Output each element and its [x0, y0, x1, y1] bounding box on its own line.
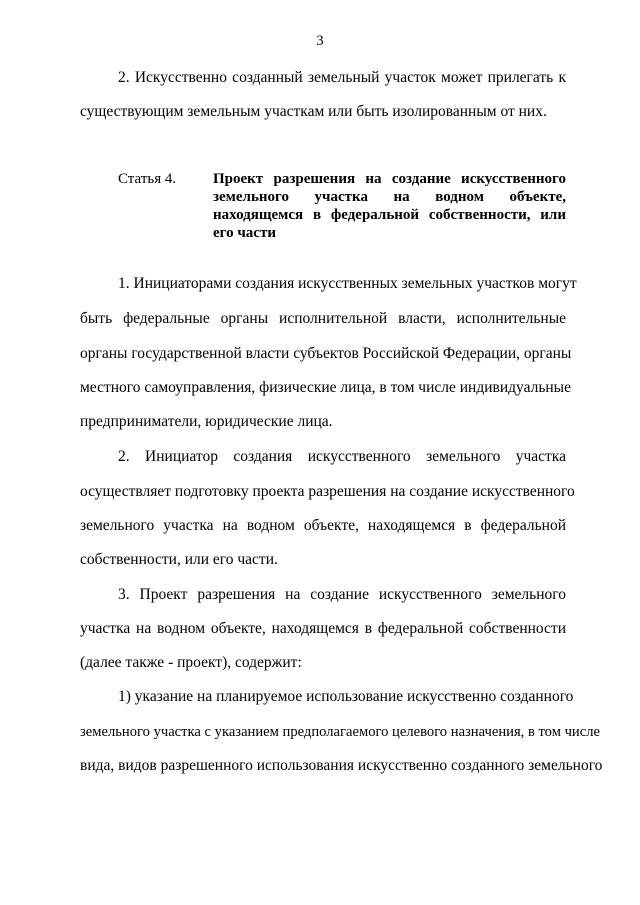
body-line: местного самоуправления, физические лица, в том числе индивидуальные: [80, 379, 571, 396]
article-title-line: земельного участка на водном объекте,: [213, 189, 566, 205]
body-line: вида, видов разрешенного использования искусственно созданного земельного: [80, 757, 603, 774]
paragraph-line: существующим земельным участкам или быть изолированным от них.: [80, 103, 547, 120]
body-line: участка на водном объекте, находящемся в федеральной собственности: [80, 620, 566, 637]
body-line: земельного участка на водном объекте, находящемся в федеральной: [80, 517, 566, 534]
body-line: собственности, или его части.: [80, 551, 278, 568]
body-line: быть федеральные органы исполнительной власти, исполнительные: [80, 310, 566, 327]
article-title-line: его части: [213, 225, 276, 241]
body-line: земельного участка с указанием предполагаемого целевого назначения, в том числе: [80, 724, 600, 740]
body-line: органы государственной власти субъектов Российской Федерации, органы: [80, 345, 572, 362]
article-title-line: находящемся в федеральной собственности, или: [213, 207, 566, 223]
body-line: 1) указание на планируемое использование искусственно созданного: [118, 688, 574, 705]
body-line: осуществляет подготовку проекта разрешения на создание искусственного: [80, 483, 575, 500]
body-line: 3. Проект разрешения на создание искусственного земельного: [118, 586, 566, 603]
body-line: (далее также - проект), содержит:: [80, 654, 302, 671]
paragraph-line: 2. Искусственно созданный земельный участок может прилегать к: [118, 69, 566, 86]
body-line: 2. Инициатор создания искусственного земельного участка: [118, 448, 566, 465]
body-line: предприниматели, юридические лица.: [80, 413, 333, 430]
article-title-line: Проект разрешения на создание искусственного: [213, 171, 566, 187]
body-line: 1. Инициаторами создания искусственных земельных участков могут: [118, 275, 577, 292]
page-number: 3: [316, 33, 324, 49]
article-label: Статья 4.: [118, 171, 177, 187]
